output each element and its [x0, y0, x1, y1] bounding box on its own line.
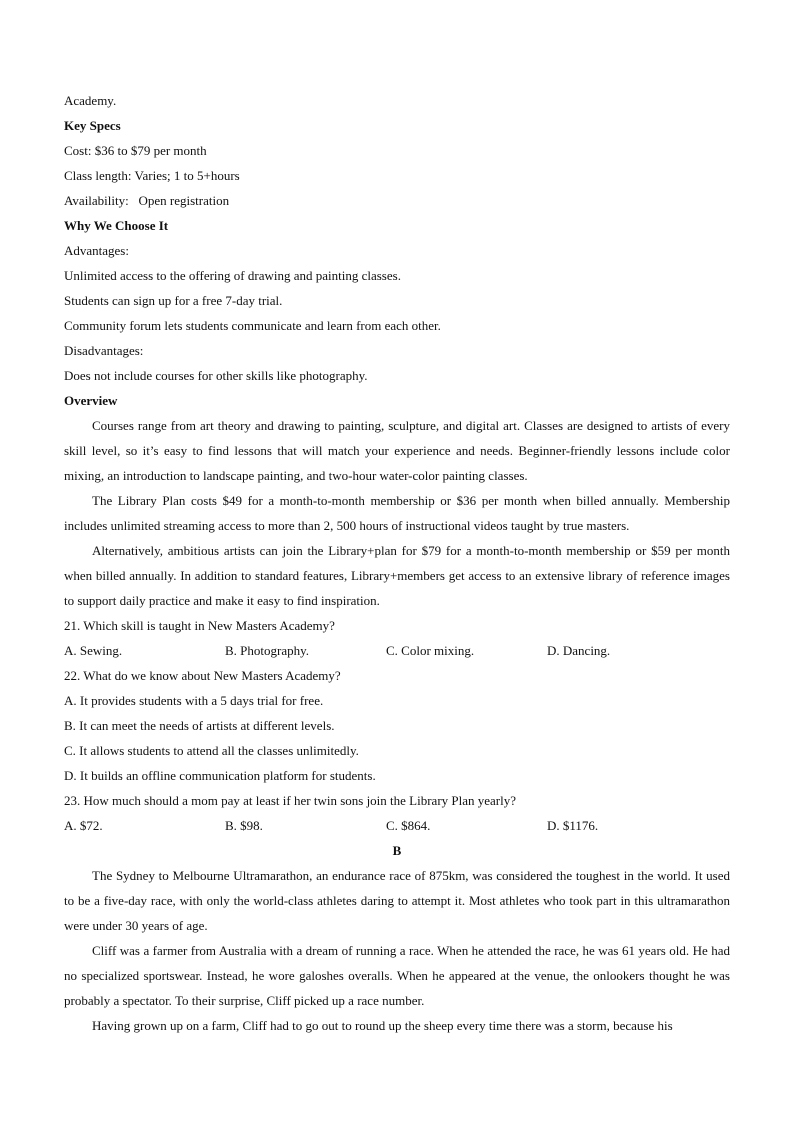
why-heading: Why We Choose It [64, 218, 169, 233]
q23-option-d: D. $1176. [547, 818, 599, 833]
q22-option-c: C. It allows students to attend all the classes unlimitedly. [64, 743, 359, 758]
q23-option-c: C. $864. [386, 818, 431, 833]
q21-option-c: C. Color mixing. [386, 643, 475, 658]
advantages-label: Advantages: [64, 243, 129, 258]
disadvantage-item: Does not include courses for other skills like photography. [64, 368, 368, 383]
q22-option-d: D. It builds an offline communication platform for students. [64, 768, 376, 783]
q21-option-a: A. Sewing. [64, 643, 123, 658]
question-21-options [64, 638, 730, 663]
q21-option-b: B. Photography. [225, 643, 310, 658]
spec-availability: Availability: Open registration [64, 193, 230, 208]
overview-paragraph: The Library Plan costs $49 for a month-to-month membership or $36 per month when billed annually. Membership includes unlimited streaming access to more than 2, 500 hours of instructional videos taught by true masters. [64, 493, 730, 533]
question-21-stem: 21. Which skill is taught in New Masters Academy? [64, 618, 335, 633]
section-b-label: B [392, 843, 402, 858]
advantage-item: Students can sign up for a free 7-day trial. [64, 293, 283, 308]
overview-paragraph: Courses range from art theory and drawing to painting, sculpture, and digital art. Classes are designed to artists of every skill level, so it’s easy to find lessons that will match your experience and needs. Beginner-friendly lessons include color mixing, an introduction to landscape painting, and two-hour water-color painting classes. [64, 418, 730, 483]
passage-b-paragraph: The Sydney to Melbourne Ultramarathon, an endurance race of 875km, was considered the toughest in the world. It used to be a five-day race, with only the world-class athletes daring to attempt it. Most athletes who took part in this ultramarathon were under 30 years of age. [64, 868, 730, 933]
overview-paragraph: Alternatively, ambitious artists can join the Library+plan for $79 for a month-to-month membership or $59 per month when billed annually. In addition to standard features, Library+members get access to an extensive library of reference images to support daily practice and make it easy to find inspiration. [64, 543, 730, 608]
overview-heading: Overview [64, 393, 118, 408]
q23-option-a: A. $72. [64, 818, 103, 833]
q22-option-b: B. It can meet the needs of artists at different levels. [64, 718, 335, 733]
q21-option-d: D. Dancing. [547, 643, 611, 658]
q22-option-a: A. It provides students with a 5 days trial for free. [64, 693, 324, 708]
advantage-item: Unlimited access to the offering of drawing and painting classes. [64, 268, 401, 283]
q23-option-b: B. $98. [225, 818, 263, 833]
spec-class-length: Class length: Varies; 1 to 5+hours [64, 168, 240, 183]
question-23-options [64, 813, 730, 838]
question-23-stem: 23. How much should a mom pay at least if her twin sons join the Library Plan yearly? [64, 793, 517, 808]
spec-cost: Cost: $36 to $79 per month [64, 143, 207, 158]
passage-b-paragraph: Having grown up on a farm, Cliff had to go out to round up the sheep every time there was a storm, because his [92, 1018, 673, 1033]
key-specs-heading: Key Specs [64, 118, 121, 133]
passage-b-paragraph: Cliff was a farmer from Australia with a dream of running a race. When he attended the race, he was 61 years old. He had no specialized sportswear. Instead, he wore galoshes overalls. When he appeared at the venue, the onlookers thought he was probably a spectator. To their surprise, Cliff picked up a race number. [64, 943, 730, 1008]
document-page [64, 88, 730, 1038]
advantage-item: Community forum lets students communicate and learn from each other. [64, 318, 441, 333]
question-22-stem: 22. What do we know about New Masters Academy? [64, 668, 341, 683]
disadvantages-label: Disadvantages: [64, 343, 144, 358]
intro-tail: Academy. [64, 93, 117, 108]
